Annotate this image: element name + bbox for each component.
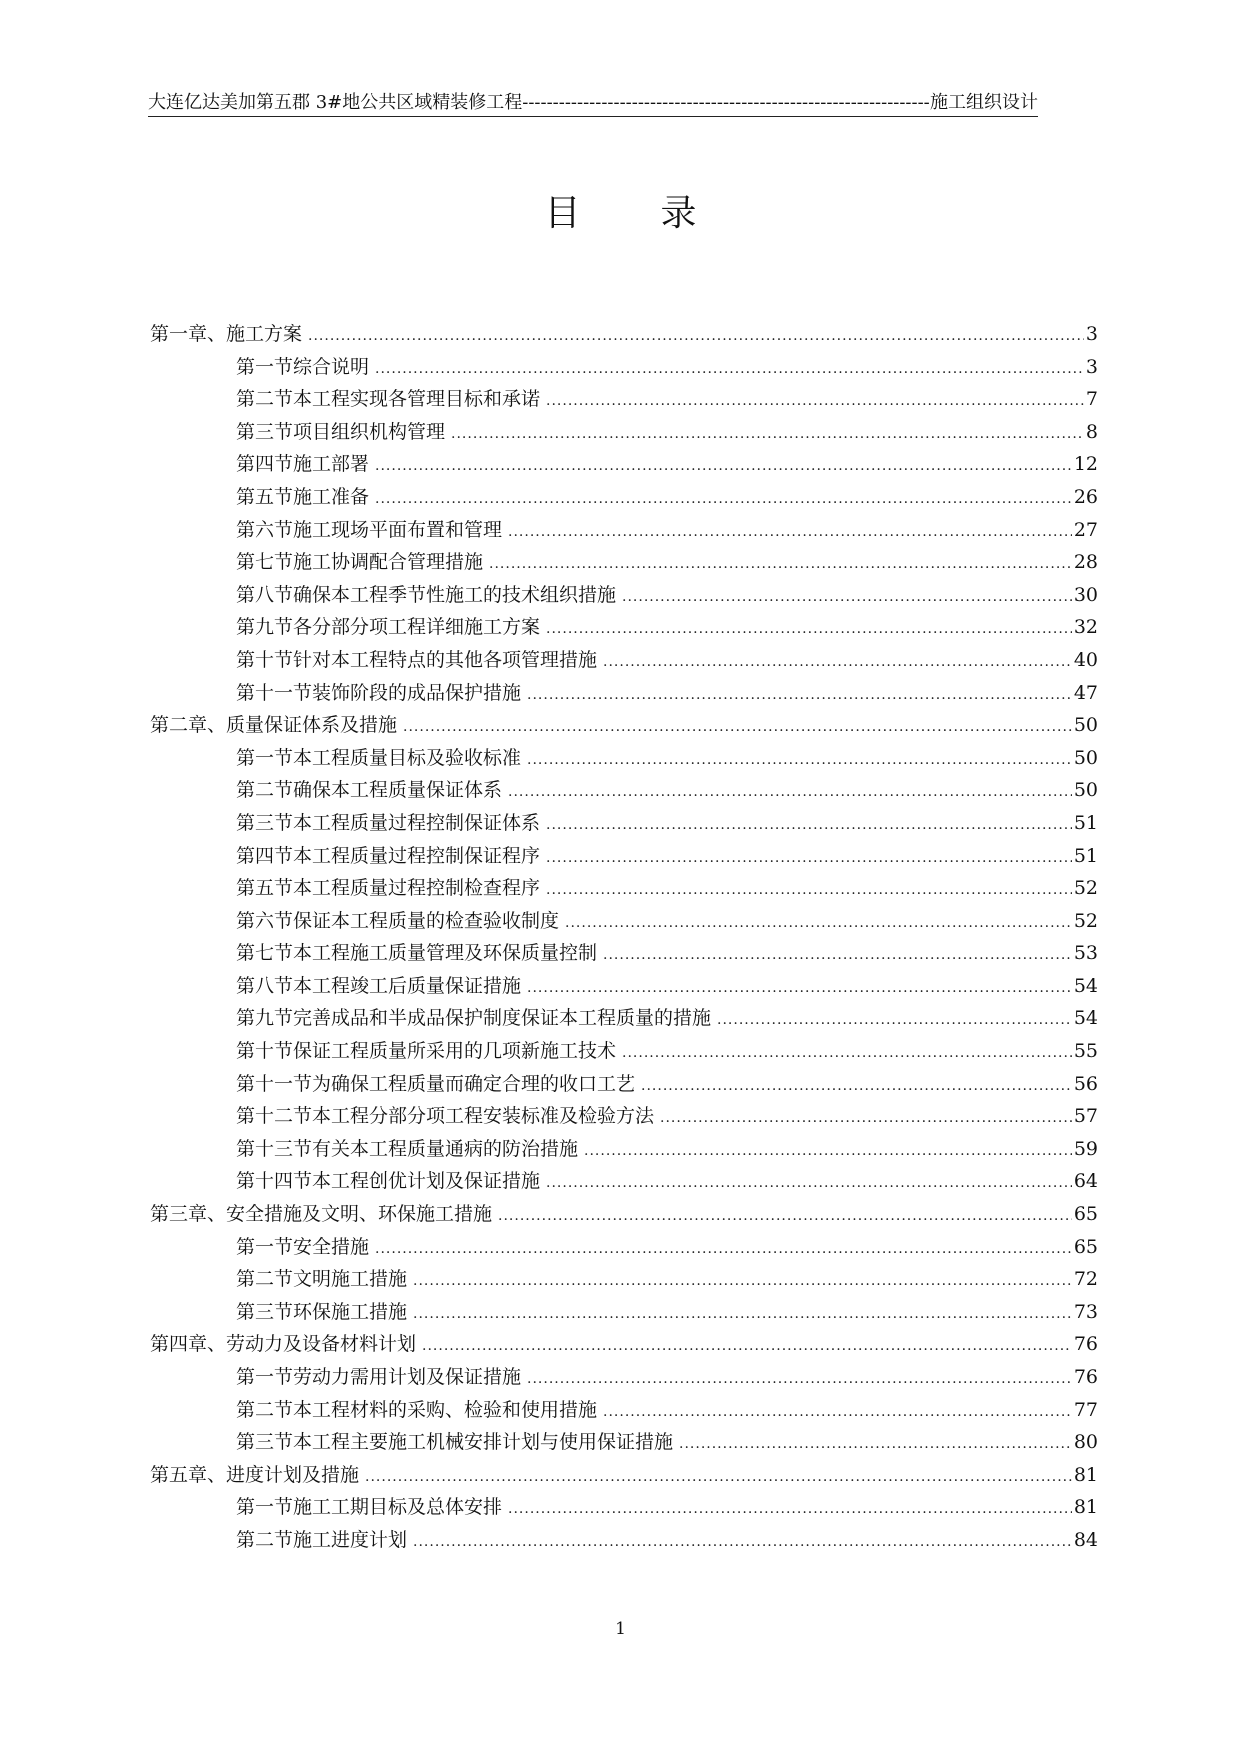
- toc-dot-leader: [641, 1070, 1072, 1101]
- toc-section-entry[interactable]: [150, 1002, 1098, 1035]
- toc-entry-page: 27: [1073, 518, 1098, 541]
- toc-entry-label: 第九节完善成品和半成品保护制度保证本工程质量的措施: [236, 1007, 712, 1030]
- page-title-char-2: 录: [660, 193, 697, 234]
- toc-chapter-entry[interactable]: [150, 1328, 1098, 1361]
- header-dash-leader: [522, 90, 930, 116]
- toc-entry-label: 第九节各分部分项工程详细施工方案: [236, 616, 541, 639]
- toc-dot-leader: [403, 711, 1072, 742]
- toc-dot-leader: [375, 353, 1084, 384]
- toc-dot-leader: [527, 744, 1072, 775]
- toc-dot-leader: [451, 418, 1084, 449]
- toc-entry-label: 第十一节装饰阶段的成品保护措施: [236, 681, 522, 704]
- toc-entry-label: 第二节文明施工措施: [236, 1268, 408, 1291]
- toc-section-entry[interactable]: [150, 481, 1098, 514]
- toc-entry-page: 40: [1073, 648, 1098, 671]
- toc-entry-page: 54: [1073, 974, 1098, 997]
- toc-entry-page: 72: [1073, 1268, 1098, 1291]
- toc-section-entry[interactable]: [150, 1133, 1098, 1166]
- toc-dot-leader: [508, 516, 1072, 547]
- toc-entry-page: 3: [1085, 355, 1098, 378]
- page-number: 1: [615, 1619, 626, 1639]
- toc-entry-label: 第三节项目组织机构管理: [236, 420, 446, 443]
- toc-dot-leader: [546, 809, 1072, 840]
- toc-section-entry[interactable]: [150, 807, 1098, 840]
- toc-entry-page: 7: [1085, 388, 1098, 411]
- toc-dot-leader: [527, 972, 1072, 1003]
- toc-dot-leader: [375, 450, 1072, 481]
- toc-dot-leader: [508, 776, 1072, 807]
- toc-entry-label: 第三节本工程质量过程控制保证体系: [236, 811, 541, 834]
- toc-entry-label: 第一章、施工方案: [150, 323, 303, 345]
- toc-chapter-entry[interactable]: [150, 1198, 1098, 1231]
- table-of-contents: [150, 318, 1098, 1557]
- toc-entry-label: 第六节施工现场平面布置和管理: [236, 518, 503, 541]
- toc-section-entry[interactable]: [150, 1231, 1098, 1264]
- toc-entry-page: 64: [1073, 1170, 1098, 1193]
- toc-section-entry[interactable]: [150, 644, 1098, 677]
- toc-dot-leader: [603, 939, 1072, 970]
- toc-entry-page: 57: [1073, 1105, 1098, 1128]
- toc-entry-label: 第十四节本工程创优计划及保证措施: [236, 1170, 541, 1193]
- toc-dot-leader: [565, 907, 1072, 938]
- toc-section-entry[interactable]: [150, 546, 1098, 579]
- toc-entry-page: 50: [1073, 746, 1098, 769]
- toc-entry-label: 第四节本工程质量过程控制保证程序: [236, 844, 541, 867]
- toc-entry-label: 第二节施工进度计划: [236, 1528, 408, 1551]
- toc-entry-page: 56: [1073, 1072, 1098, 1095]
- toc-section-entry[interactable]: [150, 872, 1098, 905]
- header-document-type: 施工组织设计: [930, 92, 1038, 113]
- toc-chapter-entry[interactable]: [150, 1459, 1098, 1492]
- toc-section-entry[interactable]: [150, 1426, 1098, 1459]
- toc-section-entry[interactable]: [150, 1263, 1098, 1296]
- toc-dot-leader: [498, 1200, 1072, 1231]
- toc-section-entry[interactable]: [150, 937, 1098, 970]
- toc-dot-leader: [717, 1004, 1072, 1035]
- toc-entry-page: 28: [1073, 551, 1098, 574]
- toc-entry-label: 第一节劳动力需用计划及保证措施: [236, 1366, 522, 1388]
- toc-section-entry[interactable]: [150, 742, 1098, 775]
- toc-entry-label: 第七节施工协调配合管理措施: [236, 551, 484, 574]
- toc-entry-label: 第五章、进度计划及措施: [150, 1463, 360, 1486]
- toc-entry-page: 65: [1073, 1203, 1098, 1226]
- toc-entry-page: 84: [1073, 1528, 1098, 1551]
- toc-dot-leader: [422, 1330, 1072, 1361]
- toc-entry-label: 第一节施工工期目标及总体安排: [236, 1496, 503, 1519]
- toc-entry-page: 81: [1073, 1496, 1098, 1519]
- toc-dot-leader: [375, 483, 1072, 514]
- toc-entry-label: 第十二节本工程分部分项工程安装标准及检验方法: [236, 1105, 655, 1128]
- toc-entry-page: 30: [1073, 583, 1098, 606]
- toc-dot-leader: [622, 1037, 1072, 1068]
- toc-entry-label: 第五节施工准备: [236, 485, 370, 508]
- toc-entry-page: 32: [1073, 616, 1098, 639]
- toc-entry-label: 第二节确保本工程质量保证体系: [236, 779, 503, 802]
- toc-entry-label: 第十节针对本工程特点的其他各项管理措施: [236, 648, 598, 671]
- toc-dot-leader: [660, 1102, 1072, 1133]
- toc-entry-label: 第二节本工程实现各管理目标和承诺: [236, 388, 541, 411]
- toc-entry-page: 52: [1073, 877, 1098, 900]
- toc-dot-leader: [603, 646, 1072, 677]
- toc-section-entry[interactable]: [150, 1491, 1098, 1524]
- toc-entry-label: 第四节施工部署: [236, 453, 370, 476]
- toc-entry-label: 第十三节有关本工程质量通病的防治措施: [236, 1137, 579, 1160]
- toc-entry-label: 第三章、安全措施及文明、环保施工措施: [150, 1203, 493, 1226]
- toc-section-entry[interactable]: [150, 677, 1098, 710]
- toc-entry-page: 81: [1073, 1463, 1098, 1486]
- toc-entry-page: 73: [1073, 1300, 1098, 1323]
- toc-dot-leader: [375, 1233, 1072, 1264]
- toc-dot-leader: [546, 613, 1072, 644]
- toc-section-entry[interactable]: [150, 514, 1098, 547]
- toc-dot-leader: [603, 1396, 1072, 1427]
- toc-section-entry[interactable]: [150, 774, 1098, 807]
- toc-section-entry[interactable]: [150, 1296, 1098, 1329]
- toc-entry-label: 第六节保证本工程质量的检查验收制度: [236, 909, 560, 932]
- toc-entry-label: 第十节保证工程质量所采用的几项新施工技术: [236, 1040, 617, 1063]
- toc-dot-leader: [508, 1493, 1072, 1524]
- toc-dot-leader: [546, 1167, 1072, 1198]
- toc-dot-leader: [546, 385, 1084, 416]
- toc-section-entry[interactable]: [150, 1394, 1098, 1427]
- toc-section-entry[interactable]: [150, 1100, 1098, 1133]
- toc-entry-label: 第四章、劳动力及设备材料计划: [150, 1333, 417, 1356]
- toc-entry-label: 第十一节为确保工程质量而确定合理的收口工艺: [236, 1072, 636, 1095]
- toc-entry-page: 3: [1085, 323, 1098, 345]
- toc-dot-leader: [365, 1461, 1072, 1492]
- toc-entry-page: 50: [1073, 779, 1098, 802]
- toc-section-entry[interactable]: [150, 416, 1098, 449]
- toc-section-entry[interactable]: [150, 1165, 1098, 1198]
- page-title-char-1: 目: [544, 193, 581, 234]
- toc-section-entry[interactable]: [150, 579, 1098, 612]
- toc-entry-page: 59: [1073, 1137, 1098, 1160]
- toc-dot-leader: [527, 1363, 1072, 1394]
- toc-entry-label: 第七节本工程施工质量管理及环保质量控制: [236, 942, 598, 965]
- toc-dot-leader: [413, 1265, 1072, 1296]
- toc-entry-page: 76: [1073, 1366, 1098, 1388]
- toc-dot-leader: [308, 320, 1084, 351]
- toc-entry-page: 65: [1073, 1235, 1098, 1258]
- toc-entry-page: 12: [1073, 453, 1098, 476]
- toc-dot-leader: [546, 842, 1072, 873]
- toc-entry-page: 77: [1073, 1398, 1098, 1421]
- toc-entry-label: 第三节环保施工措施: [236, 1300, 408, 1323]
- toc-entry-page: 50: [1073, 714, 1098, 737]
- toc-entry-page: 26: [1073, 485, 1098, 508]
- toc-entry-label: 第一节综合说明: [236, 355, 370, 378]
- toc-section-entry[interactable]: [150, 840, 1098, 873]
- toc-section-entry[interactable]: [150, 1035, 1098, 1068]
- toc-chapter-entry[interactable]: [150, 318, 1098, 351]
- page-header: [148, 86, 1038, 117]
- toc-dot-leader: [584, 1135, 1072, 1166]
- toc-entry-page: 47: [1073, 681, 1098, 704]
- toc-entry-page: 53: [1073, 942, 1098, 965]
- toc-dot-leader: [679, 1428, 1072, 1459]
- toc-chapter-entry[interactable]: [150, 709, 1098, 742]
- toc-entry-label: 第八节确保本工程季节性施工的技术组织措施: [236, 583, 617, 606]
- toc-entry-label: 第二章、质量保证体系及措施: [150, 714, 398, 737]
- toc-section-entry[interactable]: [150, 383, 1098, 416]
- toc-dot-leader: [622, 581, 1072, 612]
- toc-section-entry[interactable]: [150, 1524, 1098, 1557]
- toc-entry-page: 51: [1073, 844, 1098, 867]
- toc-entry-page: 55: [1073, 1040, 1098, 1063]
- toc-entry-page: 52: [1073, 909, 1098, 932]
- toc-section-entry[interactable]: [150, 1068, 1098, 1101]
- toc-entry-label: 第三节本工程主要施工机械安排计划与使用保证措施: [236, 1431, 674, 1454]
- page-title: [0, 192, 1241, 236]
- toc-entry-label: 第二节本工程材料的采购、检验和使用措施: [236, 1398, 598, 1421]
- toc-dot-leader: [546, 874, 1072, 905]
- header-project-name: 大连亿达美加第五郡 3#地公共区域精装修工程: [148, 92, 523, 113]
- toc-entry-label: 第一节本工程质量目标及验收标准: [236, 746, 522, 769]
- toc-entry-page: 51: [1073, 811, 1098, 834]
- toc-section-entry[interactable]: [150, 448, 1098, 481]
- toc-section-entry[interactable]: [150, 611, 1098, 644]
- toc-section-entry[interactable]: [150, 351, 1098, 384]
- toc-entry-page: 54: [1073, 1007, 1098, 1030]
- toc-section-entry[interactable]: [150, 1361, 1098, 1394]
- toc-entry-page: 76: [1073, 1333, 1098, 1356]
- toc-entry-label: 第八节本工程竣工后质量保证措施: [236, 974, 522, 997]
- toc-dot-leader: [413, 1298, 1072, 1329]
- toc-section-entry[interactable]: [150, 970, 1098, 1003]
- toc-dot-leader: [489, 548, 1072, 579]
- toc-dot-leader: [413, 1526, 1072, 1557]
- toc-entry-label: 第五节本工程质量过程控制检查程序: [236, 877, 541, 900]
- toc-entry-page: 8: [1085, 420, 1098, 443]
- toc-dot-leader: [527, 679, 1072, 710]
- toc-entry-page: 80: [1073, 1431, 1098, 1454]
- toc-section-entry[interactable]: [150, 905, 1098, 938]
- toc-entry-label: 第一节安全措施: [236, 1235, 370, 1258]
